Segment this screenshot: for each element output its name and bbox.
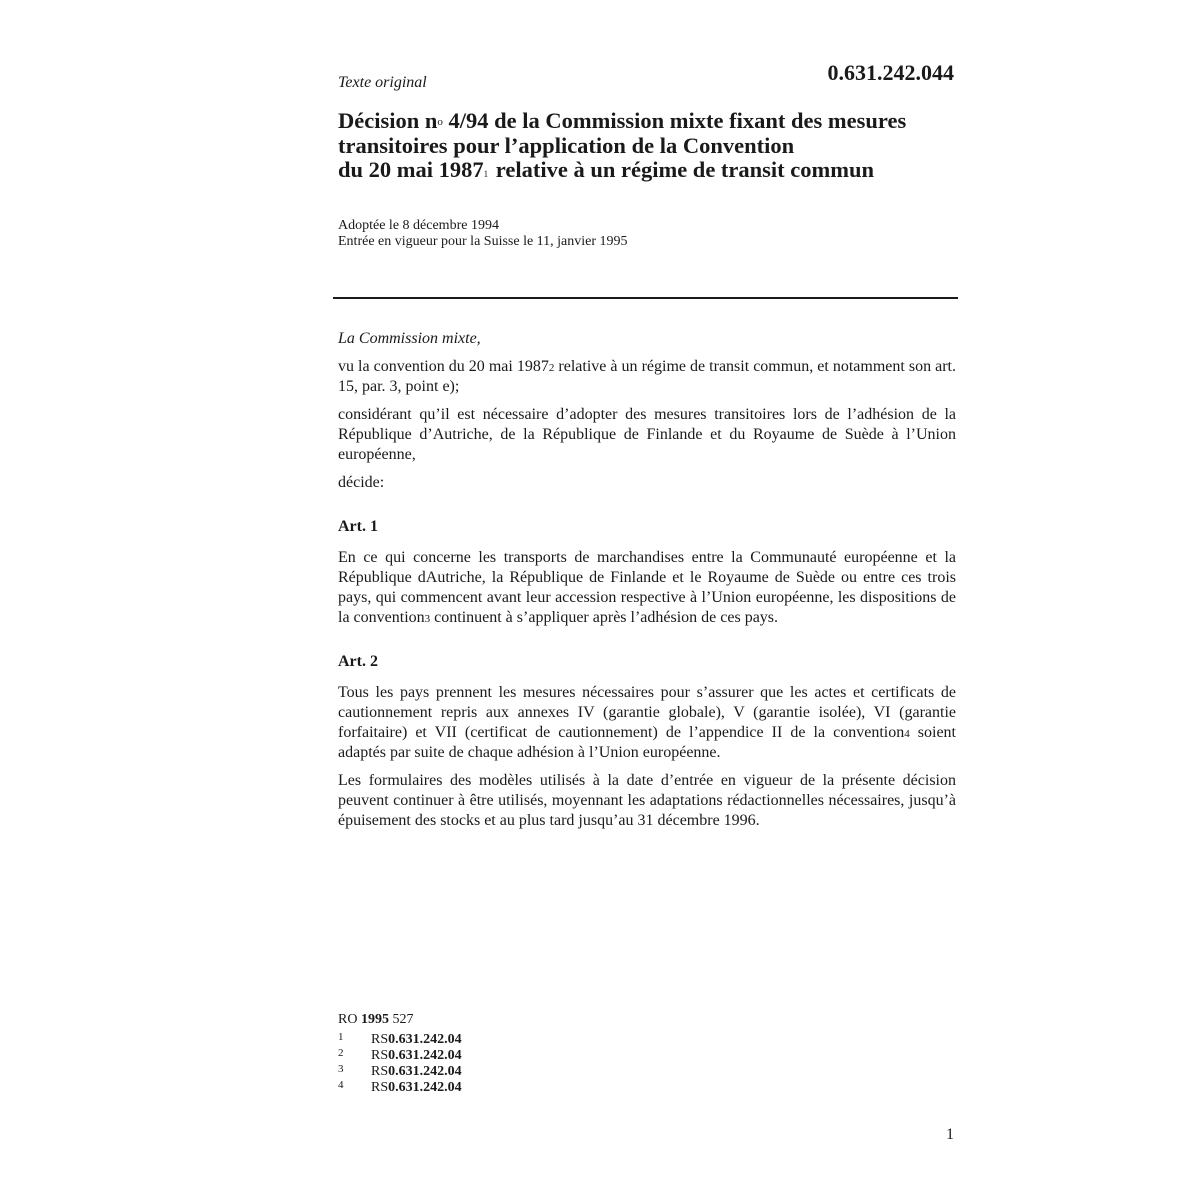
footnote-link[interactable]: 0.631.242.04 [388,1032,462,1047]
horizontal-rule [333,297,958,299]
title-line-1: Décision n$^o$ 4/94 de la Commission mixte fixant des mesures [338,108,907,133]
footnotes [338,1012,462,1096]
footnote-ref-2[interactable]: 2 [548,362,555,374]
page-number: 1 [946,1126,954,1143]
preamble-decision: décide: [338,474,385,491]
title-line-2: transitoires pour l’application de la Convention [338,132,795,158]
article-1-paragraph: En ce qui concerne les transports de marchandises entre la Communauté européenne et la République dAutriche, la République de Finlande et le Royaume de Suède ou entre ces trois pays, qui commencent avant leur accession respective à l’Union européenne, les dispositions de la convention$^3$ continuent à s’appliquer après l’adhésion de ces pays. [338,549,956,626]
footnote-ref-1[interactable]: 1 [483,169,489,179]
document-title [338,109,968,183]
title-superscript: o [437,116,443,128]
footnote-ref-3[interactable]: 3 [424,613,431,625]
entry-into-force: Entrée en vigueur pour la Suisse le 11, janvier 1995 [338,234,628,249]
article-1-heading: Art. 1 [338,518,378,535]
footnote-item: 4 RS 0.631.242.04 [338,1079,462,1095]
preamble-intro: La Commission mixte, [338,330,481,347]
footnote-item: 3 RS 0.631.242.04 [338,1063,462,1079]
footnote-link[interactable]: 0.631.242.04 [388,1048,462,1063]
document-body [338,329,956,839]
footnote-item: 1 RS 0.631.242.04 [338,1031,462,1047]
title-line-3: du 20 mai 1987$^1$ relative à un régime de transit commun [338,157,875,182]
official-collection-ref: RO 1995 527 [338,1012,414,1027]
preamble-paragraph: vu la convention du 20 mai 1987$^2$ relative à un régime de transit commun, et notamment son art. 15, par. 3, point e); [338,358,956,395]
footnote-item: 2 RS 0.631.242.04 [338,1047,462,1063]
article-2-paragraph: Les formulaires des modèles utilisés à la date d’entrée en vigueur de la présente décision peuvent continuer à être utilisés, moyennant les adaptations rédactionnelles nécessaires, jusqu’à épuisement des stocks et au plus tard jusqu’au 31 décembre 1996. [338,772,956,829]
preamble-paragraph: considérant qu’il est nécessaire d’adopter des mesures transitoires lors de l’adhésion de la République d’Autriche, de la République de Finlande et du Royaume de Suède à l’Union européenne, [338,406,956,463]
article-2-paragraph: Tous les pays prennent les mesures nécessaires pour s’assurer que les actes et certificats de cautionnement repris aux annexes IV (garantie globale), V (garantie isolée), VI (garantie forfaitaire) et VII (certificat de cautionnement) de l’appendice II de la convention$^4$ soient adaptés par suite de chaque adhésion à l’Union européenne. [338,684,957,761]
document-number: 0.631.242.044 [827,60,954,85]
article-2-heading: Art. 2 [338,653,378,670]
footnote-link[interactable]: 0.631.242.04 [388,1080,462,1095]
adoption-date: Adoptée le 8 décembre 1994 [338,218,499,233]
adoption-info [338,218,628,250]
original-text-label: Texte original [338,74,427,91]
footnote-ref-4[interactable]: 4 [904,728,910,740]
footnote-link[interactable]: 0.631.242.04 [388,1064,462,1079]
